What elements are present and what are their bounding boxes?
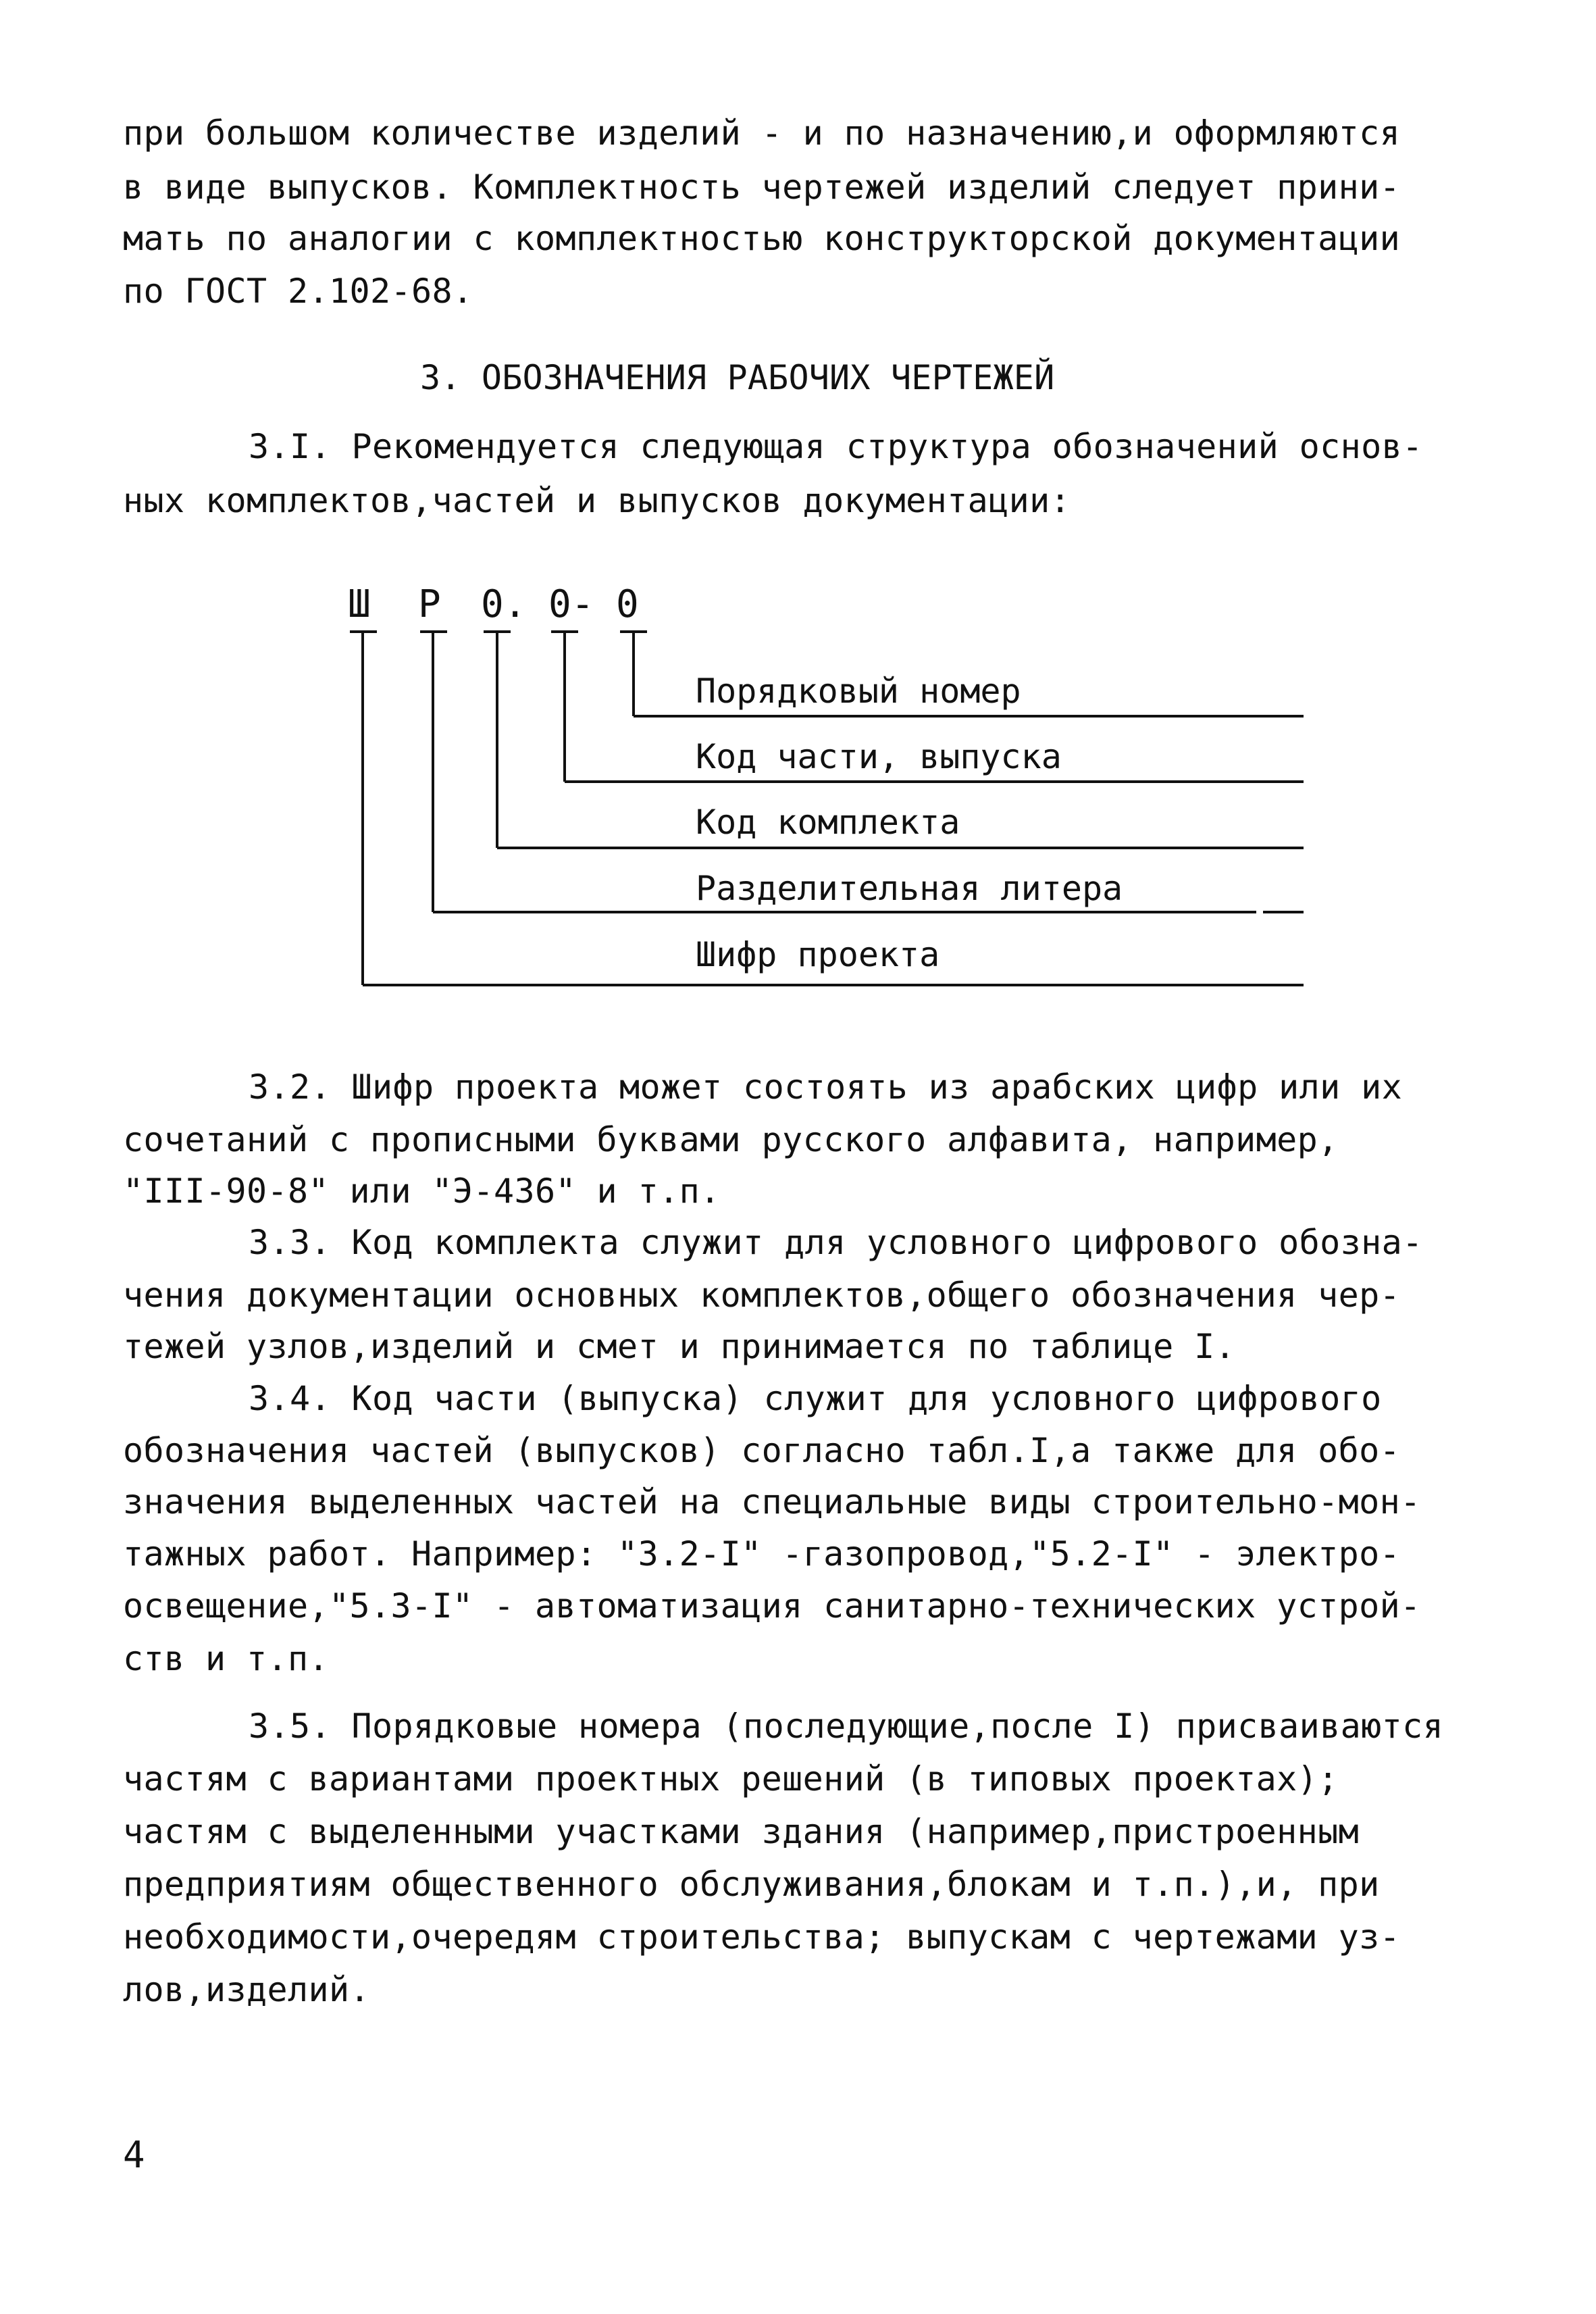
label-kod-chasti: Код части, выпуска bbox=[696, 737, 1062, 776]
p33-line-3: тежей узлов,изделий и смет и принимается по таблице I. bbox=[123, 1327, 1236, 1366]
code-char-chast: 0- bbox=[548, 582, 594, 626]
p33-line-2: чения документации основных комплектов,общего обозначения чер- bbox=[123, 1276, 1401, 1315]
intro-line-4: по ГОСТ 2.102-68. bbox=[123, 272, 473, 311]
intro-line-1: при большом количестве изделий - и по назначению,и оформляются bbox=[123, 114, 1401, 153]
p34-line-2: обозначения частей (выпусков) согласно табл.I,а также для обо- bbox=[123, 1431, 1401, 1470]
p34-line-6: ств и т.п. bbox=[123, 1639, 330, 1678]
p34-line-4: тажных работ. Например: "3.2-I" -газопровод,"5.2-I" - электро- bbox=[123, 1534, 1401, 1574]
p35-line-6: лов,изделий. bbox=[123, 1970, 371, 2009]
p31-line-1: 3.I. Рекомендуется следующая структура обозначений основ- bbox=[249, 427, 1423, 466]
label-poryadkovyi-nomer: Порядковый номер bbox=[696, 672, 1021, 711]
label-razdelitelnaya-litera: Разделительная литера bbox=[696, 869, 1123, 908]
label-kod-komplekta: Код комплекта bbox=[696, 803, 960, 842]
p34-line-1: 3.4. Код части (выпуска) служит для условного цифрового bbox=[249, 1379, 1382, 1418]
p32-line-1: 3.2. Шифр проекта может состоять из арабских цифр или их bbox=[249, 1067, 1403, 1107]
intro-line-3: мать по аналогии с комплектностью конструкторской документации bbox=[123, 219, 1401, 258]
page-number: 4 bbox=[123, 2134, 145, 2176]
p31-line-2: ных комплектов,частей и выпусков документации: bbox=[123, 481, 1071, 520]
p34-line-5: освещение,"5.3-I" - автоматизация санитарно-технических устрой- bbox=[123, 1586, 1421, 1626]
code-char-shifr: Ш bbox=[348, 582, 371, 626]
p35-line-3: частям с выделенными участками здания (например,пристроенным bbox=[123, 1812, 1360, 1851]
section-heading: 3. ОБОЗНАЧЕНИЯ РАБОЧИХ ЧЕРТЕЖЕЙ bbox=[420, 358, 1055, 397]
p35-line-2: частям с вариантами проектных решений (в типовых проектах); bbox=[123, 1759, 1339, 1799]
p35-line-5: необходимости,очередям строительства; выпускам с чертежами уз- bbox=[123, 1917, 1401, 1957]
code-char-nomer: 0 bbox=[616, 582, 639, 626]
p35-line-4: предприятиям общественного обслуживания,блокам и т.п.),и, при bbox=[123, 1865, 1380, 1904]
p32-line-3: "III-90-8" или "Э-436" и т.п. bbox=[123, 1172, 721, 1211]
p33-line-1: 3.3. Код комплекта служит для условного цифрового обозна- bbox=[249, 1223, 1423, 1262]
label-shifr-proekta: Шифр проекта bbox=[696, 935, 940, 974]
designation-structure-diagram bbox=[0, 0, 1596, 1013]
p32-line-2: сочетаний с прописными буквами русского алфавита, например, bbox=[123, 1120, 1339, 1159]
intro-line-2: в виде выпусков. Комплектность чертежей изделий следует прини- bbox=[123, 168, 1401, 207]
code-char-litera: Р bbox=[418, 582, 441, 626]
code-char-komplekt: 0. bbox=[481, 582, 527, 626]
p34-line-3: значения выделенных частей на специальные виды строительно-мон- bbox=[123, 1482, 1421, 1521]
p35-line-1: 3.5. Порядковые номера (последующие,после I) присваиваются bbox=[249, 1707, 1444, 1746]
